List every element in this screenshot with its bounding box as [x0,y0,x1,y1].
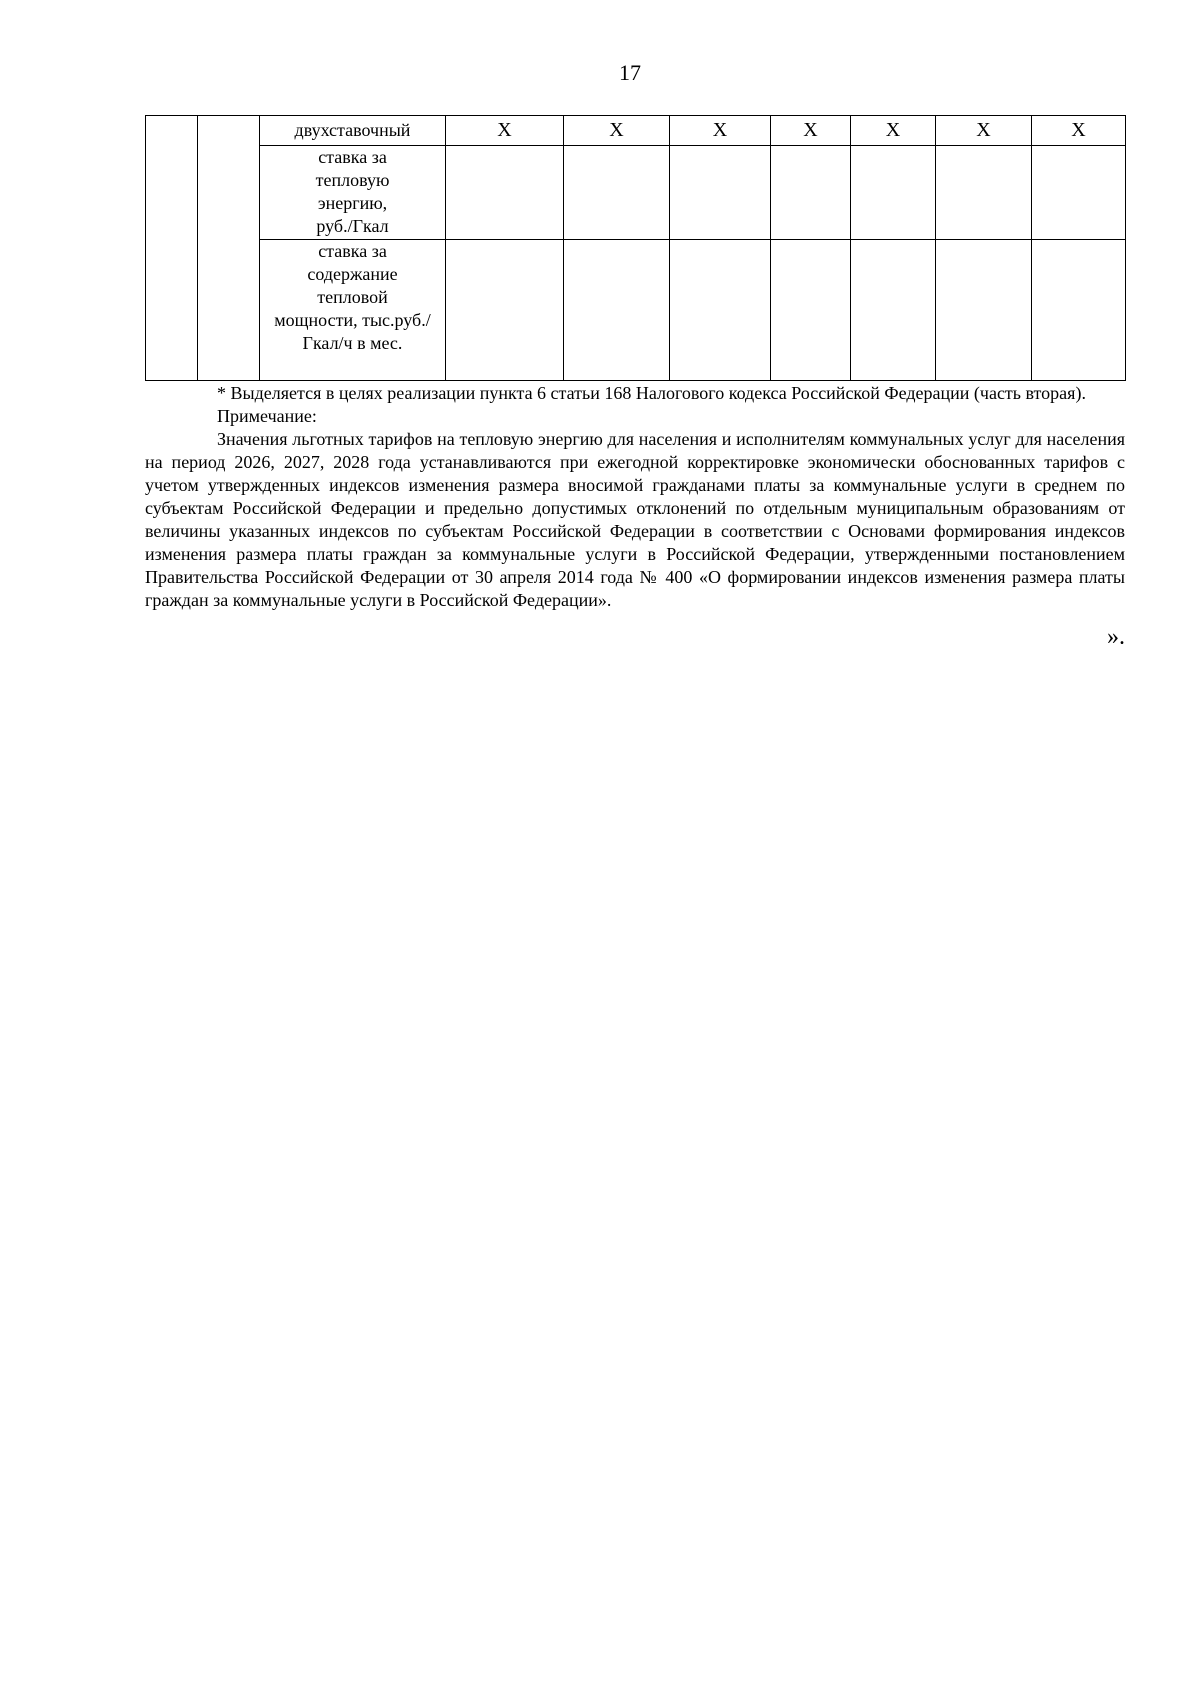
value-cell: X [446,116,564,146]
note-heading: Примечание: [217,406,317,426]
table-row [146,240,1126,381]
value-cell [771,240,851,381]
value-cell [670,146,771,240]
value-cell [564,146,670,240]
value-cell: X [564,116,670,146]
note-body: Значения льготных тарифов на тепловую энергию для населения и исполнителям коммунальных услуг для населения на период 2026, 2027, 2028 года устанавливаются при ежегодной корректировке экономически обоснованных тарифов с учетом утвержденных индексов изменения размера вносимой гражданами платы за коммунальные услуги в среднем по субъектам Российской Федерации и предельно допустимых отклонений по отдельным муниципальным образованиям от величины указанных индексов по субъектам Российской Федерации в соответствии с Основами формирования индексов изменения размера платы граждан за коммунальные услуги в Российской Федерации, утвержденными постановлением Правительства Российской Федерации от 30 апреля 2014 года № 400 «О формировании индексов изменения размера платы граждан за коммунальные услуги в Российской Федерации». [145,429,1125,610]
value-cell [1032,146,1126,240]
value-cell: X [771,116,851,146]
footnote: * Выделяется в целях реализации пункта 6 статьи 168 Налогового кодекса Российской Федерации (часть вторая). [217,383,1086,403]
value-cell [936,240,1032,381]
value-cell [851,146,936,240]
value-cell [670,240,771,381]
notes-section [145,382,1125,649]
closing-quote-mark: ». [1107,624,1125,650]
tariff-table [145,115,1126,381]
page-number: 17 [619,60,641,85]
value-cell: X [936,116,1032,146]
row-label: ставка за содержание тепловой мощности, тыс.руб./Гкал/ч в мес. [260,240,446,381]
value-cell [1032,240,1126,381]
value-cell [446,146,564,240]
value-cell [771,146,851,240]
table-row [146,116,1126,146]
table-row [146,146,1126,240]
row-label: ставка за тепловую энергию, руб./Гкал [260,146,446,240]
value-cell: X [851,116,936,146]
value-cell: X [1032,116,1126,146]
value-cell [851,240,936,381]
row-label: двухставочный [260,116,446,146]
merged-number-cell [146,116,198,381]
value-cell [936,146,1032,240]
value-cell: X [670,116,771,146]
value-cell [446,240,564,381]
merged-name-cell [198,116,260,381]
value-cell [564,240,670,381]
